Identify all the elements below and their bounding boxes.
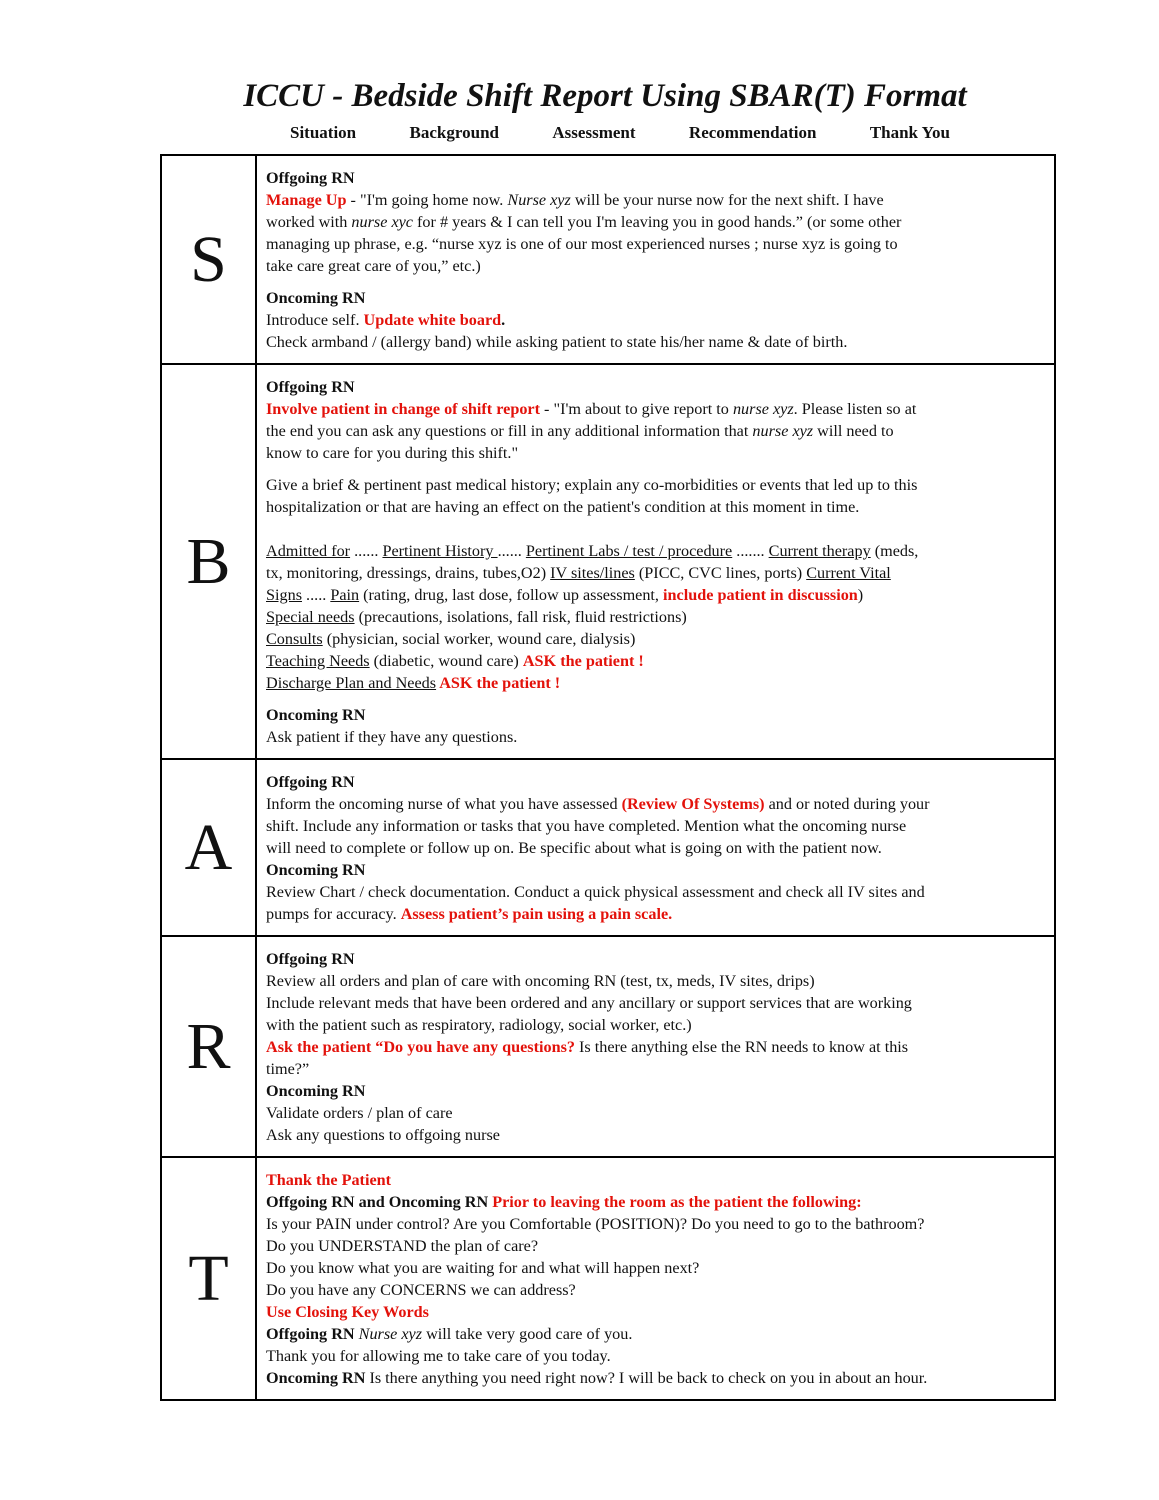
s-oncoming-label: Oncoming RN [266,289,366,307]
b-history-line-2: hospitalization or that are having an effect on the patient's condition at this moment in time. [266,498,860,516]
s-update-white-board: Update white board [363,311,502,329]
b-l2-a: the end you can ask any questions or fill in any additional information that [266,422,753,440]
s-l2-a: worked with [266,213,352,231]
s-l1-nurse: Nurse xyz [507,191,571,209]
b-admitted-for: Admitted for [266,542,351,560]
r-line-2: Include relevant meds that have been ordered and any ancillary or support services that are working [266,994,912,1012]
b-iv-detail: (PICC, CVC lines, ports) [634,564,807,582]
b-pertinent-labs: Pertinent Labs / test / procedure [525,542,733,560]
t-thank-patient: Thank the Patient [266,1171,392,1189]
section-s-letter: S [161,155,256,364]
t-closing-nurse: Nurse xyz [358,1325,423,1343]
b-special-needs: Special needs [266,608,355,626]
t-offgoing-label: Offgoing RN [266,1325,355,1343]
s-line-1 [266,189,1044,211]
s-manage-up-label: Manage Up [266,191,347,209]
page-title: ICCU - Bedside Shift Report Using SBAR(T) Format [243,78,967,114]
a-oncoming-label: Oncoming RN [266,861,366,879]
section-b-row [161,364,1055,759]
a-l1-a: Inform the oncoming nurse of what you have assessed [266,795,622,813]
s-l5-b: . [501,311,506,329]
subtitle-assessment: Assessment [552,123,636,142]
s-offgoing-label: Offgoing RN [266,169,355,187]
s-line-6: Check armband / (allergy band) while asking patient to state his/her name & date of birth. [266,333,848,351]
b-l2-b: will need to [813,422,894,440]
s-l2-b: for # years & I can tell you I'm leaving you in good hands.” (or some other [413,213,902,231]
b-pain-detail: (rating, drug, last dose, follow up assessment, [359,586,664,604]
b-oncoming-text: Ask patient if they have any questions. [266,728,518,746]
b-current-vital: Current Vital [806,564,891,582]
b-consults-detail: (physician, social worker, wound care, dialysis) [322,630,636,648]
t-question-1: Is your PAIN under control? Are you Comfortable (POSITION)? Do you need to go to the bathroom? [266,1215,925,1233]
section-r-row [161,936,1055,1157]
s-l1-b: will be your nurse now for the next shift. I have [570,191,884,209]
s-line-2 [266,211,1044,233]
t-line-both [266,1191,1044,1213]
b-special-detail: (precautions, isolations, fall risk, fluid restrictions) [354,608,687,626]
t-question-2: Do you UNDERSTAND the plan of care? [266,1237,539,1255]
b-l1-b: . Please listen so at [793,400,917,418]
b-pertinent-history: Pertinent History [382,542,498,560]
section-s-content [256,155,1055,364]
section-t-row [161,1157,1055,1400]
a-line-1 [266,793,1044,815]
t-oncoming-label: Oncoming RN [266,1369,366,1387]
subtitle-situation: Situation [290,123,357,142]
b-history-line-1: Give a brief & pertinent past medical history; explain any co-morbidities or events that led up to this [266,476,918,494]
t-final-text: Is there anything you need right now? I will be back to check on you in about an hour. [365,1369,928,1387]
b-include-patient: include patient in discussion [663,586,858,604]
b-l2-nurse: nurse xyz [752,422,814,440]
section-b-letter: B [161,364,256,759]
s-l5-a: Introduce self. [266,311,364,329]
b-line-3: know to care for you during this shift." [266,444,519,462]
b-iv-sites: IV sites/lines [550,564,635,582]
b-line-2 [266,420,1044,442]
b-therapy-detail: (meds, [870,542,919,560]
section-b-content [256,364,1055,759]
b-teaching-detail: (diabetic, wound care) [369,652,523,670]
b-items-line-2 [266,562,1044,584]
sbar-table [160,154,1056,1401]
s-line-5 [266,309,1044,331]
b-dots-4: ..... [302,586,331,604]
r-line-4 [266,1036,1044,1058]
b-current-therapy: Current therapy [768,542,871,560]
t-final-line [266,1367,1044,1389]
r-oncoming-label: Oncoming RN [266,1082,366,1100]
b-l1-nurse: nurse xyz [732,400,794,418]
b-tx-detail: tx, monitoring, dressings, drains, tubes,O2) [266,564,551,582]
section-r-letter: R [161,936,256,1157]
b-dots-2: ...... [497,542,526,560]
a-line-4: Review Chart / check documentation. Conduct a quick physical assessment and check all IV sites and [266,883,925,901]
subtitle-thank-you: Thank You [869,123,950,142]
sbar-subtitle [290,123,950,143]
b-pain-close: ) [857,586,864,604]
t-question-3: Do you know what you are waiting for and what will happen next? [266,1259,700,1277]
b-special-needs-line [266,606,1044,628]
b-dots-1: ...... [350,542,383,560]
b-line-1 [266,398,1044,420]
b-signs: Signs [266,586,302,604]
a-line-3: will need to complete or follow up on. Be specific about what is going on with the patient now. [266,839,882,857]
subtitle-recommendation: Recommendation [688,123,817,142]
section-r-content [256,936,1055,1157]
b-consults: Consults [266,630,323,648]
b-items-line-3 [266,584,1044,606]
b-teaching-line [266,650,1044,672]
b-l1-a: - "I'm about to give report to [540,400,733,418]
a-l5-a: pumps for accuracy. [266,905,401,923]
section-a-content [256,759,1055,936]
t-closing-b: will take very good care of you. [422,1325,633,1343]
s-line-3: managing up phrase, e.g. “nurse xyz is one of our most experienced nurses ; nurse xyz is going to [266,235,898,253]
b-pain: Pain [330,586,360,604]
r-l4-b: Is there anything else the RN needs to know at this [574,1038,909,1056]
b-ask-patient-2: ASK the patient ! [436,674,561,692]
r-line-3: with the patient such as respiratory, radiology, social worker, etc.) [266,1016,692,1034]
section-t-letter: T [161,1157,256,1400]
a-assess-pain: Assess patient’s pain using a pain scale. [400,905,673,923]
b-items-line-1 [266,540,1044,562]
b-dots-3: ....... [732,542,769,560]
a-line-5 [266,903,1044,925]
t-question-4: Do you have any CONCERNS we can address? [266,1281,576,1299]
t-closing-key-words: Use Closing Key Words [266,1303,429,1321]
b-discharge: Discharge Plan and Needs [266,674,437,692]
a-line-2: shift. Include any information or tasks that you have completed. Mention what the oncoming nurse [266,817,907,835]
t-closing-line [266,1323,1044,1345]
b-offgoing-label: Offgoing RN [266,378,355,396]
t-thank-line: Thank you for allowing me to take care of you today. [266,1347,611,1365]
b-teaching-needs: Teaching Needs [266,652,370,670]
t-both-label: Offgoing RN and Oncoming RN [266,1193,489,1211]
r-line-7: Ask any questions to offgoing nurse [266,1126,500,1144]
r-line-5: time?” [266,1060,310,1078]
b-involve-patient: Involve patient in change of shift report [266,400,540,418]
subtitle-background: Background [409,123,499,142]
r-line-1: Review all orders and plan of care with oncoming RN (test, tx, meds, IV sites, drips) [266,972,815,990]
r-offgoing-label: Offgoing RN [266,950,355,968]
a-offgoing-label: Offgoing RN [266,773,355,791]
s-line-4: take care great care of you,” etc.) [266,257,481,275]
r-ask-patient: Ask the patient “Do you have any questions? [266,1038,575,1056]
b-consults-line [266,628,1044,650]
b-ask-patient-1: ASK the patient ! [522,652,644,670]
t-prior-leaving: Prior to leaving the room as the patient the following: [488,1193,862,1211]
s-l1-a: - "I'm going home now. [346,191,508,209]
s-l2-nurse: nurse xyc [351,213,413,231]
b-discharge-line [266,672,1044,694]
a-l1-b: and or noted during your [764,795,930,813]
r-line-6: Validate orders / plan of care [266,1104,453,1122]
section-a-letter: A [161,759,256,936]
section-a-row [161,759,1055,936]
section-t-content [256,1157,1055,1400]
section-s-row [161,155,1055,364]
a-review-of-systems: (Review Of Systems) [621,795,765,813]
b-oncoming-label: Oncoming RN [266,706,366,724]
